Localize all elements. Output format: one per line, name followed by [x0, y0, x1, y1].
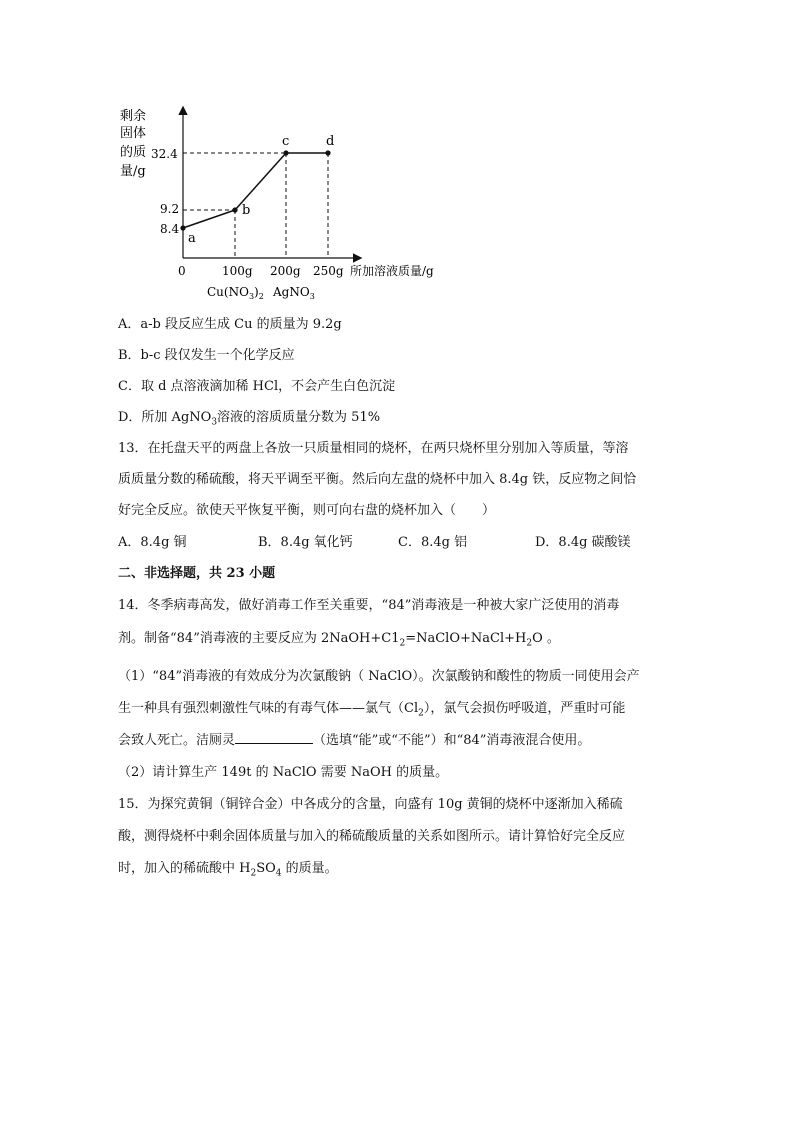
mass-graph: [115, 100, 455, 300]
point-label: b: [242, 203, 251, 218]
data-point: [325, 150, 330, 155]
x-tick-label: 0: [178, 264, 186, 278]
y-tick-label: 32.4: [151, 147, 178, 161]
y-axis-label-line: 固体: [120, 126, 147, 141]
q14-part1-line: 会致人死亡。洁厕灵 （选填“能”或“不能”）和“84”消毒液混合使用。: [118, 733, 591, 748]
q12-option-b: B．b-c 段仅发生一个化学反应: [118, 348, 295, 363]
q15-text-line: 15．为探究黄铜（铜锌合金）中各成分的含量，向盛有 10g 黄铜的烧杯中逐渐加入稀硫: [118, 797, 623, 812]
y-axis-label-line: 量/g: [120, 164, 146, 179]
q14-part1-line: 生一种具有强烈刺激性气味的有毒气体——氯气$(Cl_2)$，氯气会损伤呼吸道，严重时可能: [118, 701, 626, 719]
y-tick-label: 8.4: [160, 222, 180, 236]
q13-text-line: 13．在托盘天平的两盘上各放一只质量相同的烧杯，在两只烧杯里分别加入等质量，等溶: [118, 441, 629, 456]
q13-option-b: B．8.4g 氧化钙: [258, 535, 353, 550]
q14-part1-line: （1）“84”消毒液的有效成分为次氯酸钠（ NaClO）。次氯酸钠和酸性的物质一同使用会产: [118, 669, 640, 684]
point-label: d: [326, 134, 335, 149]
series-segment: [235, 153, 286, 210]
x-axis-label: 所加溶液质量/g: [350, 264, 434, 278]
q13-text-line: 质质量分数的稀硫酸，将天平调至平衡。然后向左盘的烧杯中加入 8.4g 铁，反应物之间恰: [118, 472, 637, 487]
data-point: [283, 150, 288, 155]
q12-option-a: A．a-b 段反应生成 Cu 的质量为 9.2g: [118, 317, 342, 332]
q13-option-a: A．8.4g 铜: [118, 535, 187, 550]
answer-blank[interactable]: [235, 731, 313, 744]
point-label: c: [282, 134, 290, 149]
data-point: [232, 207, 237, 212]
y-tick-label: 9.2: [160, 202, 180, 216]
x-tick-label: 100g: [222, 264, 253, 278]
series-segment: [183, 210, 235, 228]
q13-text-line: 好完全反应。欲使天平恢复平衡，则可向右盘的烧杯加入（ ）: [118, 503, 496, 518]
x-tick-label: 200g: [270, 264, 301, 278]
point-label: a: [188, 231, 196, 246]
q14-text-line: 14．冬季病毒高发，做好消毒工作至关重要，“84”消毒液是一种被大家广泛使用的消毒: [118, 598, 620, 613]
q13-option-d: D．8.4g 碳酸镁: [535, 535, 631, 550]
q15-text-line: 酸，测得烧杯中剩余固体质量与加入的稀硫酸质量的关系如图所示。请计算恰好完全反应: [118, 829, 626, 844]
q13-option-c: C．8.4g 铝: [398, 535, 468, 550]
x-tick-label: 250g: [313, 264, 344, 278]
q12-option-d: D．所加 AgNO$_3$溶液的溶质质量分数为 51%: [118, 410, 381, 428]
section-heading: 二、非选择题，共 23 小题: [118, 566, 276, 581]
data-point: [180, 225, 185, 230]
reagent-label-ag: AgNO$_3$: [273, 285, 315, 300]
q12-option-c: C．取 d 点溶液滴加稀 HCl，不会产生白色沉淀: [118, 379, 396, 394]
q15-text-line: 时，加入的稀硫酸中 $H_2SO_4$ 的质量。: [118, 861, 338, 879]
y-axis-label-line: 剩余: [120, 109, 147, 124]
reagent-label-cu: $Cu(NO_3)_2$: [207, 285, 264, 300]
y-axis-label-line: 的质: [120, 145, 147, 160]
q14-text-line: 剂。制备“84”消毒液的主要反应为 $2NaOH+C1_2=NaClO+NaCl+H_2O$ 。: [118, 631, 560, 649]
q14-part2: （2）请计算生产 149t 的 NaClO 需要 NaOH 的质量。: [118, 765, 449, 780]
